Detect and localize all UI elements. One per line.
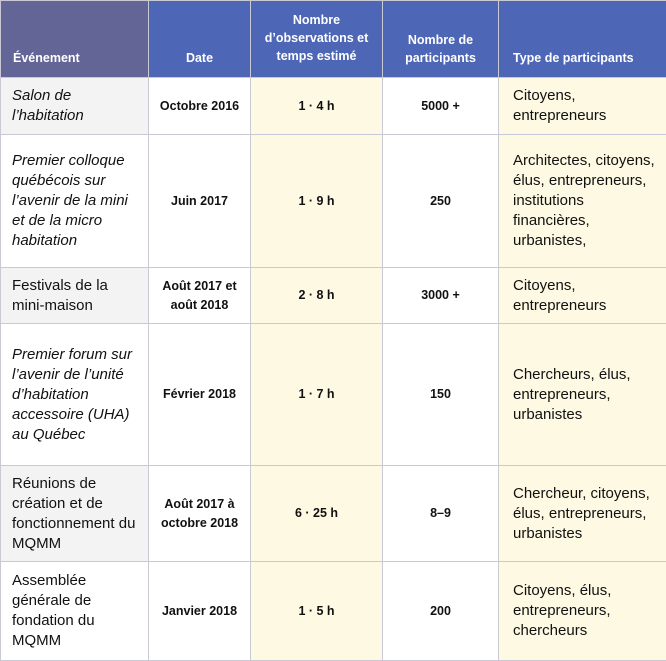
table-row	[1, 268, 666, 324]
date-cell: Juin 2017	[149, 135, 251, 268]
header-row	[1, 1, 666, 78]
event-cell: Premier colloque québécois sur l’avenir de la mini et de la micro habitation	[1, 135, 149, 268]
event-cell: Salon de l’habitation	[1, 78, 149, 135]
header-type: Type de participants	[499, 1, 666, 78]
type-cell: Chercheurs, élus, entrepreneurs, urbanistes	[499, 324, 666, 466]
date-cell: Août 2017 à octobre 2018	[149, 466, 251, 562]
participants-cell: 250	[383, 135, 499, 268]
observations-cell: 2 · 8 h	[251, 268, 383, 324]
event-cell: Premier forum sur l’avenir de l’unité d’habitation accessoire (UHA) au Québec	[1, 324, 149, 466]
type-cell: Citoyens, entrepreneurs	[499, 78, 666, 135]
event-cell: Festivals de la mini-maison	[1, 268, 149, 324]
date-cell: Août 2017 et août 2018	[149, 268, 251, 324]
table-row	[1, 562, 666, 661]
type-cell: Citoyens, élus, entrepreneurs, chercheurs	[499, 562, 666, 661]
observations-cell: 1 · 5 h	[251, 562, 383, 661]
observations-cell: 1 · 7 h	[251, 324, 383, 466]
participants-cell: 150	[383, 324, 499, 466]
participants-cell: 3000 +	[383, 268, 499, 324]
header-participants: Nombre de participants	[383, 1, 499, 78]
participants-cell: 8–9	[383, 466, 499, 562]
date-cell: Février 2018	[149, 324, 251, 466]
event-cell: Assemblée générale de fondation du MQMM	[1, 562, 149, 661]
type-cell: Citoyens, entrepreneurs	[499, 268, 666, 324]
table-row	[1, 324, 666, 466]
header-observations: Nombre d’observations et temps estimé	[251, 1, 383, 78]
header-date: Date	[149, 1, 251, 78]
date-cell: Octobre 2016	[149, 78, 251, 135]
date-cell: Janvier 2018	[149, 562, 251, 661]
participants-cell: 200	[383, 562, 499, 661]
table-row	[1, 466, 666, 562]
table-row	[1, 135, 666, 268]
observations-cell: 1 · 9 h	[251, 135, 383, 268]
header-evenement: Événement	[1, 1, 149, 78]
type-cell: Architectes, citoyens, élus, entrepreneurs, institutions financières, urbanistes,	[499, 135, 666, 268]
event-cell: Réunions de création et de fonctionnement du MQMM	[1, 466, 149, 562]
table-row	[1, 78, 666, 135]
participants-cell: 5000 +	[383, 78, 499, 135]
type-cell: Chercheur, citoyens, élus, entrepreneurs, urbanistes	[499, 466, 666, 562]
observations-cell: 1 · 4 h	[251, 78, 383, 135]
observations-cell: 6 · 25 h	[251, 466, 383, 562]
